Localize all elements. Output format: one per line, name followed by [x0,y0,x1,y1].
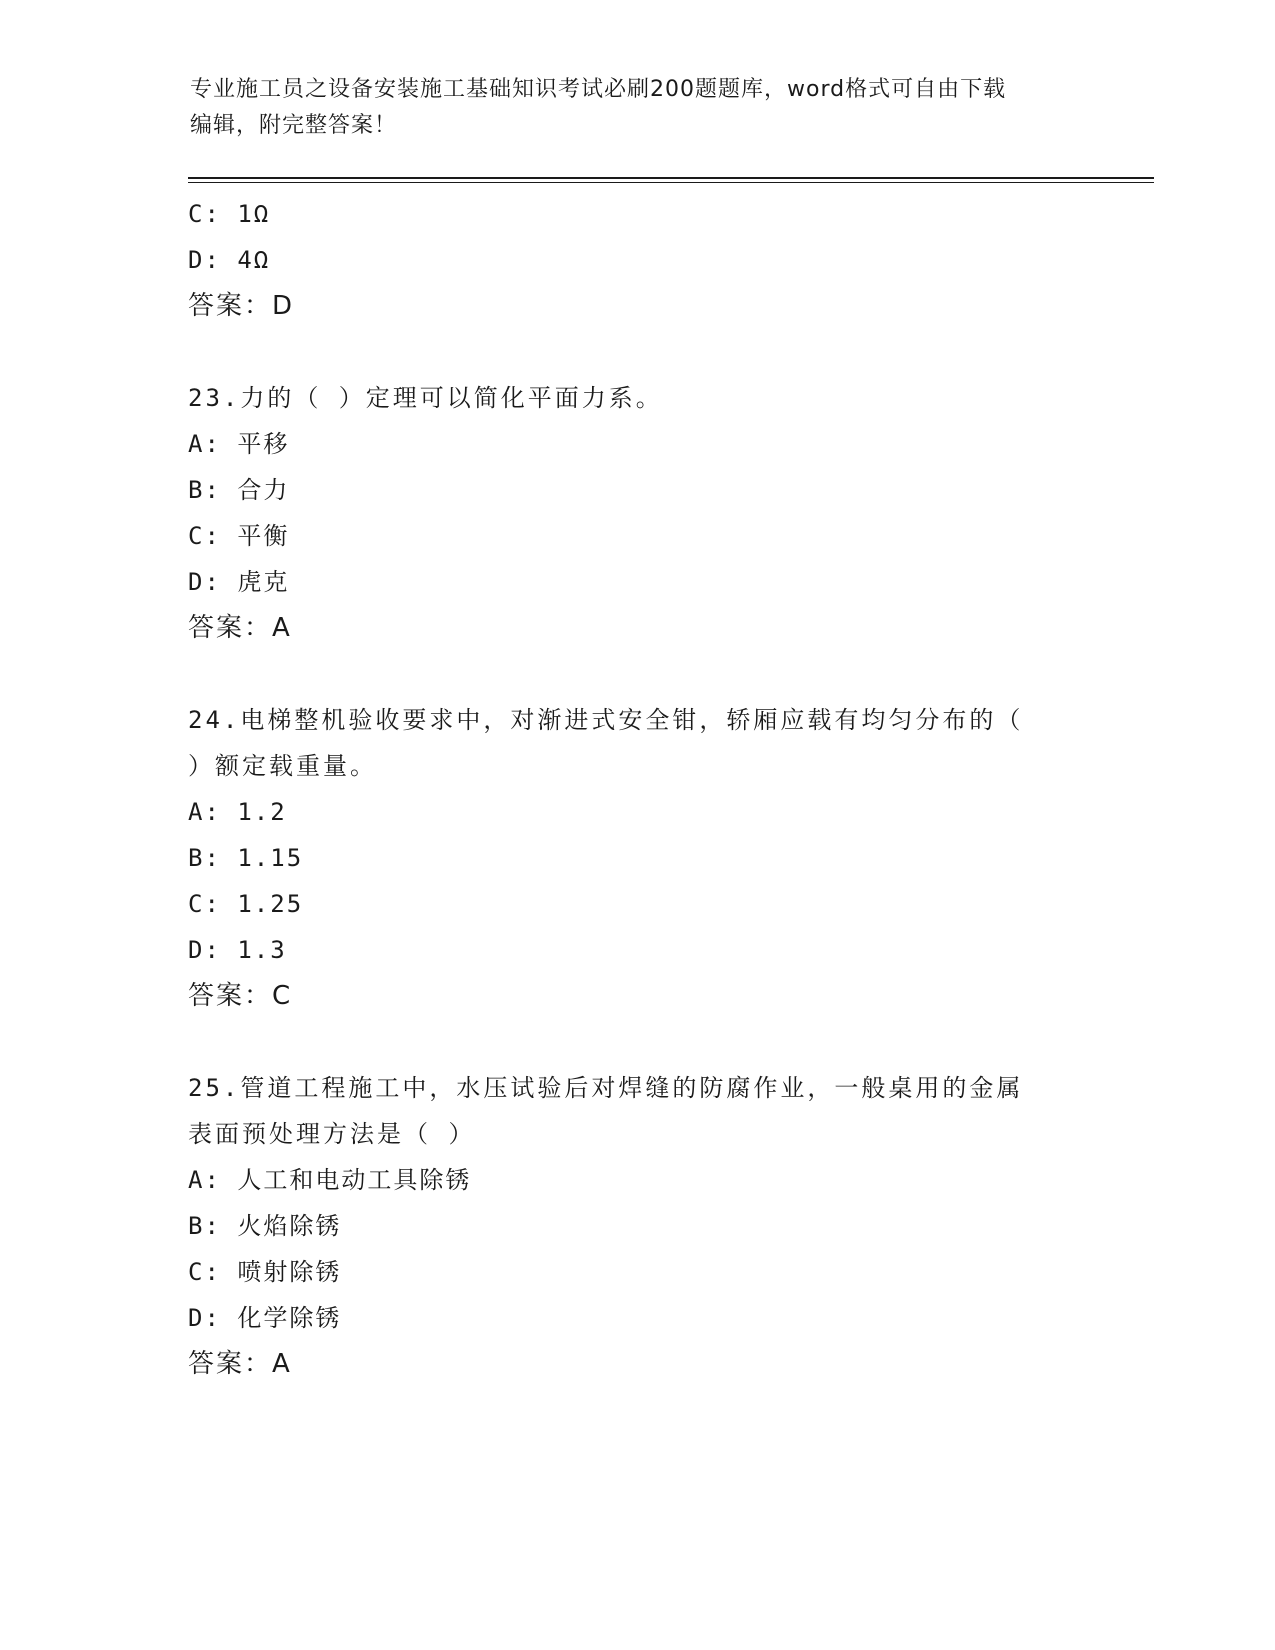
question-text-line-1: 25.管道工程施工中，水压试验后对焊缝的防腐作业，一般桌用的金属 [188,1074,1024,1102]
question-text-line-2: ）额定载重量。 [188,752,377,780]
option-d: D: 虎克 [188,568,290,596]
question-24 [188,697,1088,1019]
option-b: B: 合力 [188,476,290,504]
option-d: D: 4Ω [188,246,271,274]
spacer [188,651,1088,697]
question-23 [188,375,1088,651]
question-text: 23.力的（ ）定理可以简化平面力系。 [188,384,663,412]
option-c: C: 喷射除锈 [188,1258,342,1286]
option-d: D: 化学除锈 [188,1304,342,1332]
document-header [190,72,1090,144]
answer-line: 答案：A [188,1349,292,1379]
option-b: B: 火焰除锈 [188,1212,342,1240]
answer-line: 答案：D [188,291,295,321]
answer-line: 答案：A [188,613,292,643]
option-c: C: 平衡 [188,522,290,550]
option-b: B: 1.15 [188,844,304,872]
question-25 [188,1065,1088,1387]
option-a: A: 人工和电动工具除锈 [188,1166,472,1194]
question-text-line-1: 24.电梯整机验收要求中，对渐进式安全钳，轿厢应载有均匀分布的（ [188,706,1024,734]
question-text-line-2: 表面预处理方法是（ ） [188,1120,476,1148]
header-divider-thick [188,177,1154,179]
spacer [188,329,1088,375]
answer-line: 答案：C [188,981,293,1011]
question-list [188,191,1088,1387]
option-a: A: 平移 [188,430,290,458]
header-title-line-1: 专业施工员之设备安装施工基础知识考试必刷200题题库，word格式可自由下载 [190,77,1007,102]
option-d: D: 1.3 [188,936,287,964]
spacer [188,1019,1088,1065]
question-22-tail [188,191,1088,329]
option-c: C: 1.25 [188,890,304,918]
option-a: A: 1.2 [188,798,287,826]
header-divider-thin [188,182,1154,183]
option-c: C: 1Ω [188,200,271,228]
header-title-line-2: 编辑，附完整答案！ [190,113,398,138]
